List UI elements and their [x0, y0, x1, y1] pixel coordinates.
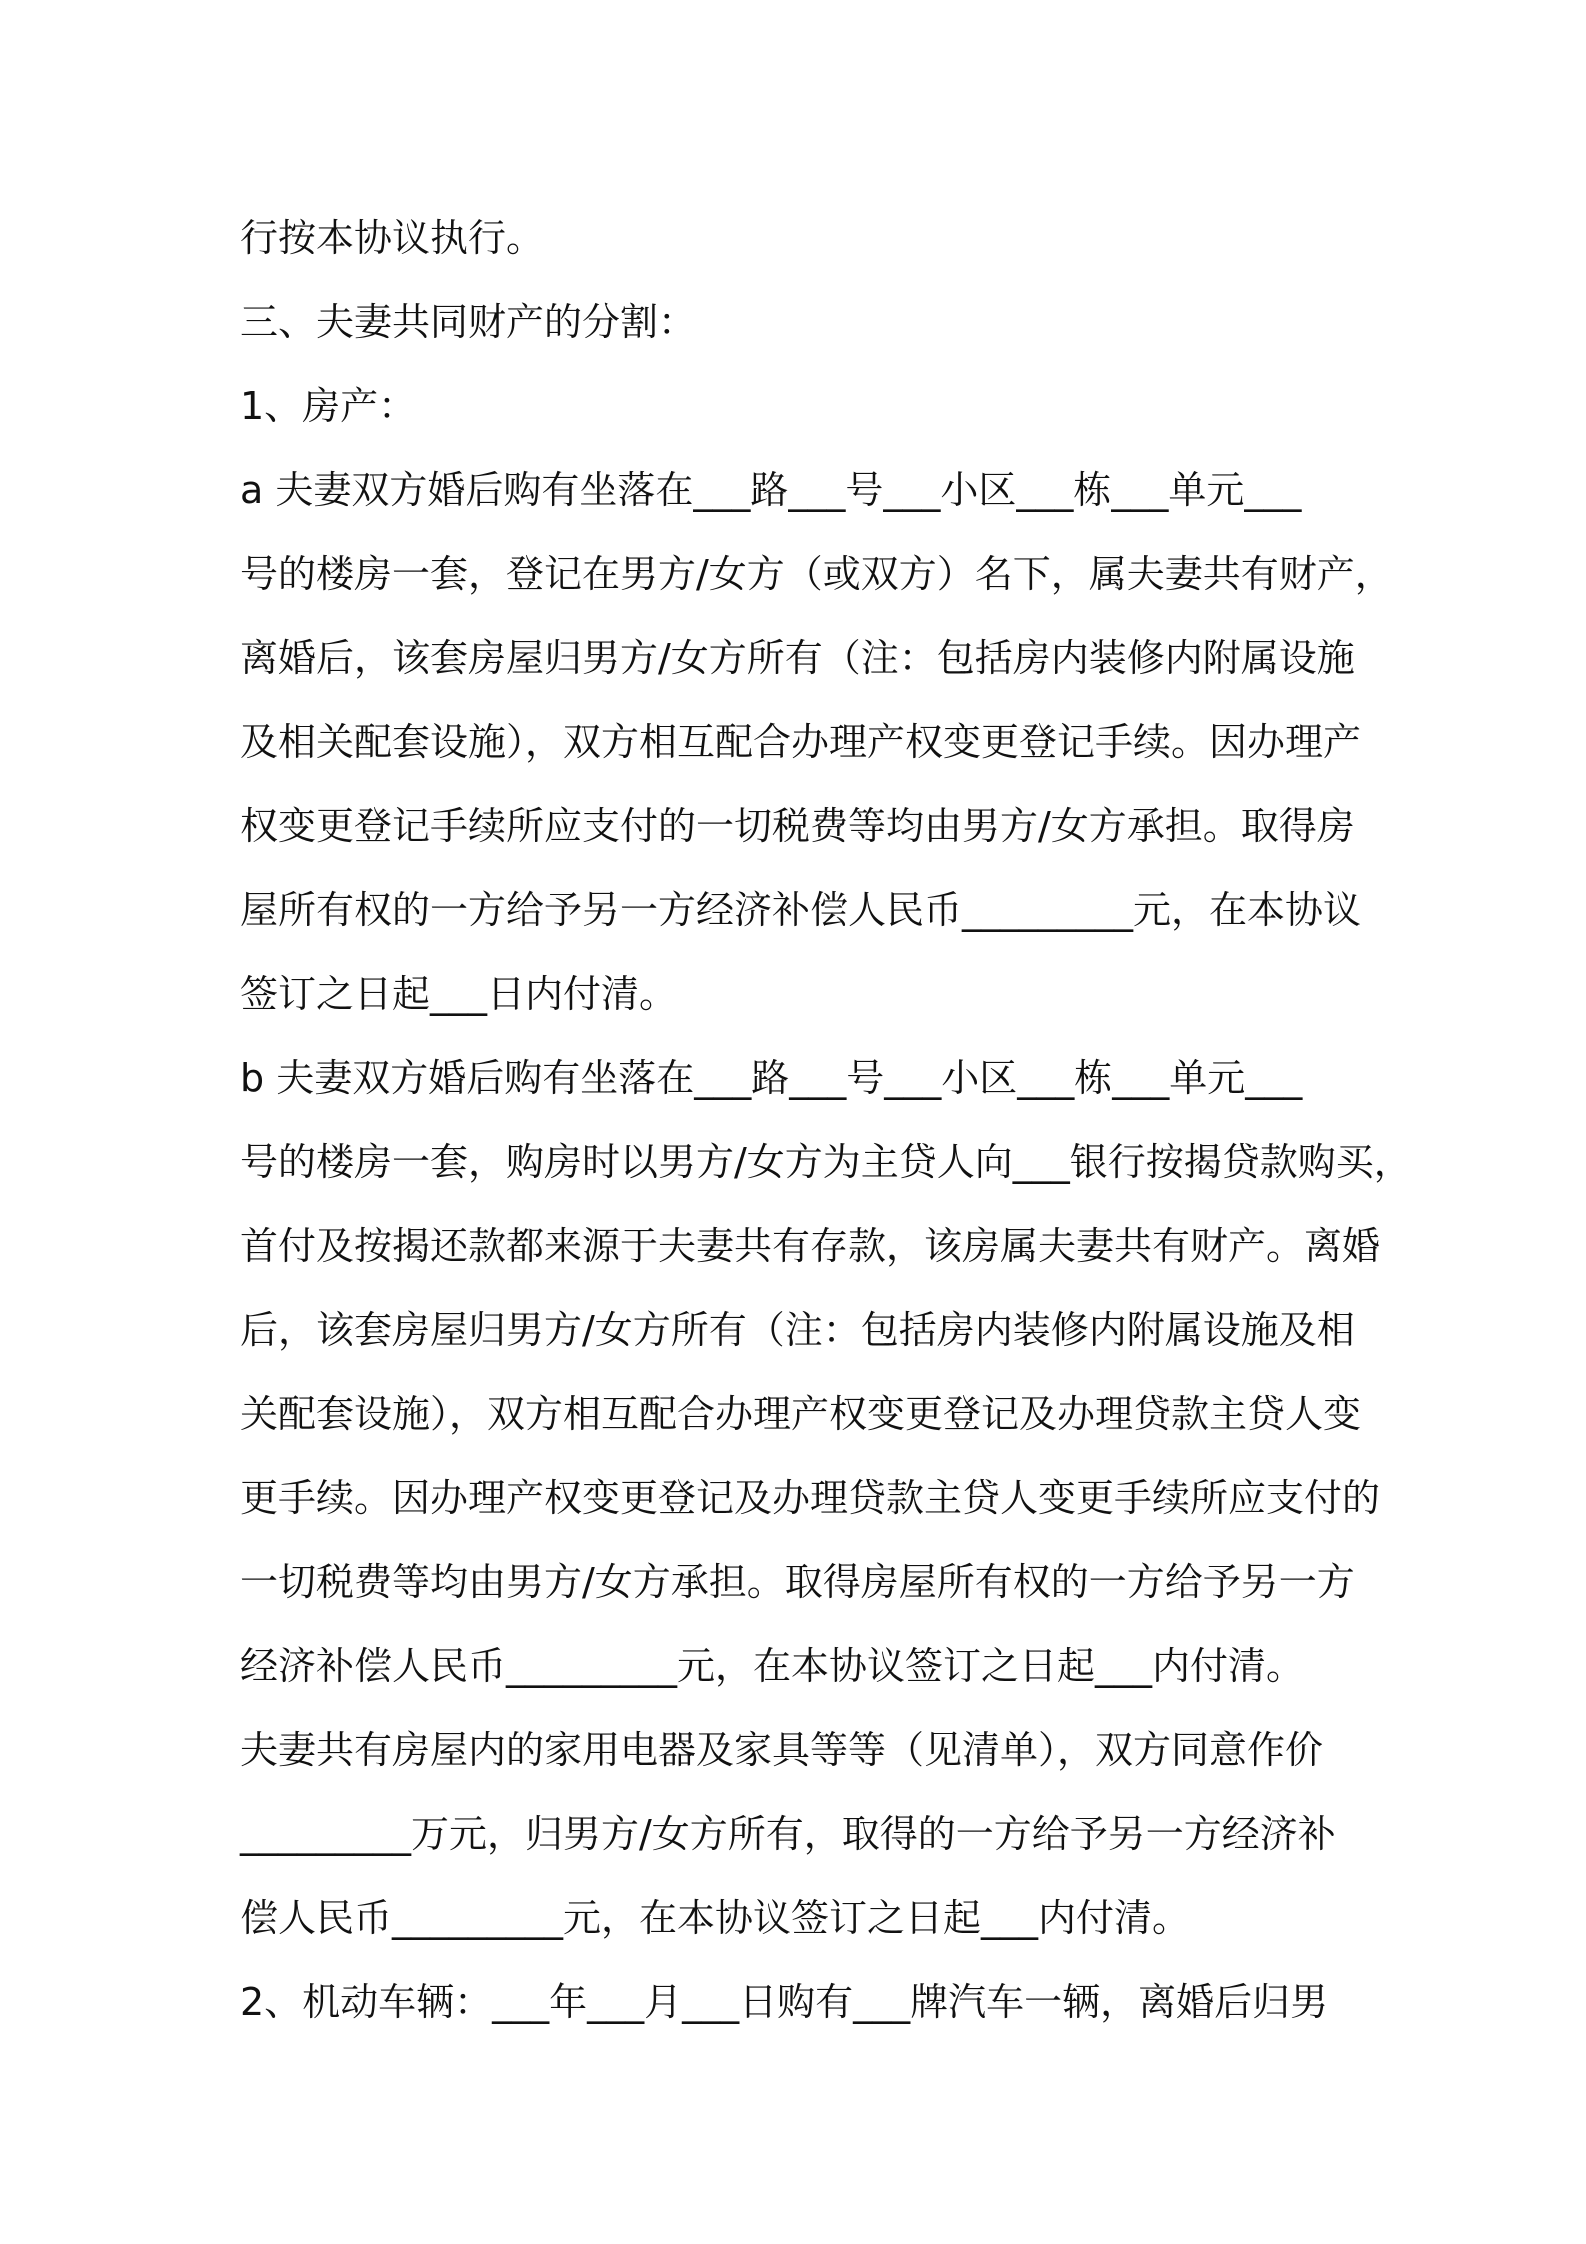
text-line: 偿人民币_________元，在本协议签订之日起___内付清。: [240, 1896, 1191, 1940]
text-line: 首付及按揭还款都来源于夫妻共有存款，该房属夫妻共有财产。离婚: [240, 1224, 1381, 1268]
text-line: 行按本协议执行。: [240, 216, 545, 260]
text-line: 后，该套房屋归男方/女方所有（注：包括房内装修内附属设施及相: [240, 1308, 1355, 1352]
text-line: 签订之日起___日内付清。: [240, 972, 678, 1016]
text-line: a 夫妻双方婚后购有坐落在___路___号___小区___栋___单元___: [240, 468, 1302, 512]
text-line: _________万元，归男方/女方所有，取得的一方给予另一方经济补: [240, 1812, 1336, 1856]
text-line: 关配套设施），双方相互配合办理产权变更登记及办理贷款主贷人变: [240, 1392, 1362, 1436]
text-line: 权变更登记手续所应支付的一切税费等均由男方/女方承担。取得房: [240, 804, 1355, 848]
section-heading: 三、夫妻共同财产的分割：: [240, 300, 697, 344]
text-line: 离婚后，该套房屋归男方/女方所有（注：包括房内装修内附属设施: [240, 636, 1355, 680]
text-line: b 夫妻双方婚后购有坐落在___路___号___小区___栋___单元___: [240, 1056, 1303, 1100]
text-line: 屋所有权的一方给予另一方经济补偿人民币_________元，在本协议: [240, 888, 1362, 932]
text-line: 号的楼房一套，登记在男方/女方（或双方）名下，属夫妻共有财产，: [240, 552, 1393, 596]
text-line: 一切税费等均由男方/女方承担。取得房屋所有权的一方给予另一方: [240, 1560, 1355, 1604]
subsection-heading: 1、房产：: [240, 384, 417, 428]
text-line: 夫妻共有房屋内的家用电器及家具等等（见清单），双方同意作价: [240, 1728, 1324, 1772]
text-line: 更手续。因办理产权变更登记及办理贷款主贷人变更手续所应支付的: [240, 1476, 1381, 1520]
document-body: [240, 196, 1412, 2044]
text-line: 号的楼房一套，购房时以男方/女方为主贷人向___银行按揭贷款购买，: [240, 1140, 1412, 1184]
text-line: 及相关配套设施），双方相互配合办理产权变更登记手续。因办理产: [240, 720, 1362, 764]
text-line: 经济补偿人民币_________元，在本协议签订之日起___内付清。: [240, 1644, 1305, 1688]
subsection-heading: 2、机动车辆：___年___月___日购有___牌汽车一辆，离婚后归男: [240, 1980, 1329, 2024]
